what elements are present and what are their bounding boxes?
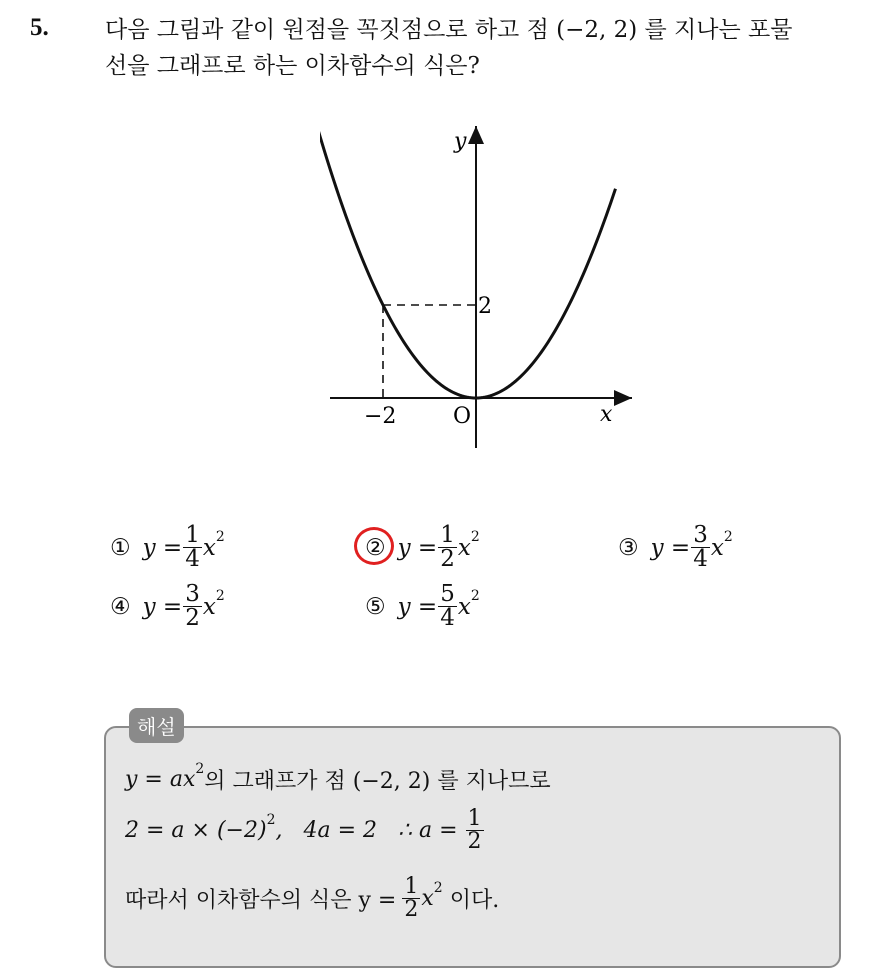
- question-text-line2: 선을 그래프로 하는 이차함수의 식은?: [105, 53, 480, 79]
- x-axis-label: x: [600, 402, 613, 427]
- choice-1[interactable]: ① y = $\frac{1}{4}$ x 2: [110, 522, 225, 572]
- solution-badge: 해설: [129, 708, 184, 743]
- solution-line-2: 2 = a × (−2) 2 , 4a = 2 ∴ a = $\frac{1}{2}$: [125, 806, 482, 854]
- choice-4[interactable]: ④ y = $\frac{3}{2}$ x 2: [110, 581, 225, 631]
- solution-line-1: y = ax 2 의 그래프가 점 (−2, 2) 를 지나므로: [125, 760, 551, 794]
- choice-5[interactable]: ⑤ y = $\frac{5}{4}$ x 2: [365, 581, 480, 631]
- question-text-line1: 다음 그림과 같이 원점을 꼭짓점으로 하고 점 (−2, 2) 를 지나는 포물: [105, 17, 793, 43]
- solution-line-3: 따라서 이차함수의 식은 y = $\frac{1}{2}$ x 2 이다.: [125, 874, 500, 922]
- question-number: 5.: [30, 14, 49, 41]
- tick-y-label: 2: [478, 294, 492, 319]
- y-axis-label: y: [454, 129, 467, 154]
- tick-x-label: −2: [364, 404, 397, 429]
- origin-label: O: [453, 404, 472, 429]
- choice-2[interactable]: ② y = $\frac{1}{2}$ x 2: [365, 522, 480, 572]
- parabola-curve: [320, 129, 616, 398]
- parabola-graph: [320, 118, 640, 458]
- choice-3[interactable]: ③ y = $\frac{3}{4}$ x 2: [618, 522, 733, 572]
